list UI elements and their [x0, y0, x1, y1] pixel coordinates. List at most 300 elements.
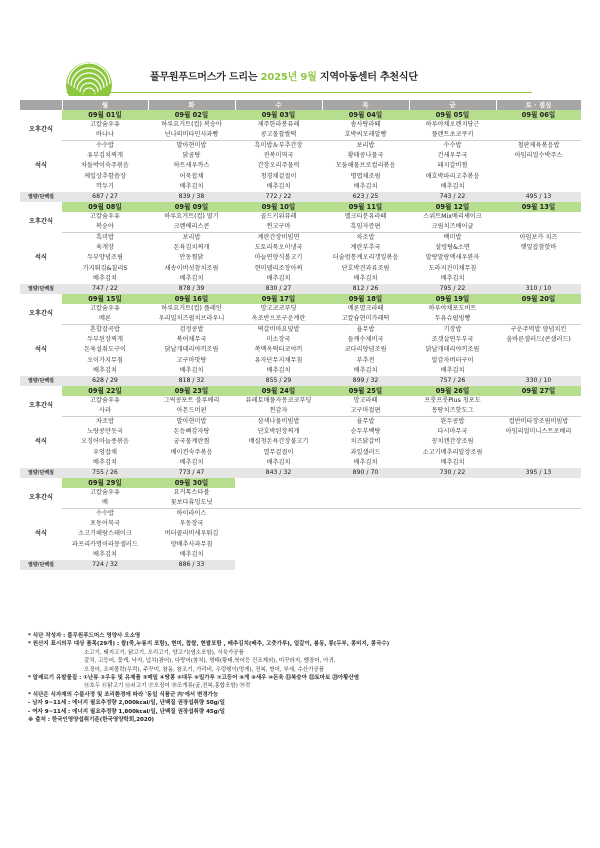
header-fri: 금: [409, 100, 496, 110]
dinner-item: 케일상추함씀장: [84, 172, 126, 180]
dinner-item: 꽁치캔간장조림: [431, 438, 474, 446]
dinner-item: 돈육김치찌개: [173, 244, 210, 252]
dinner-item: 계란간장비빔면: [257, 234, 300, 242]
date-cell: 09월 06일: [496, 110, 581, 120]
date-cell: 09월 29일: [62, 478, 148, 488]
date-cell: 09월 17일: [235, 294, 322, 304]
empty-cell: [235, 488, 322, 498]
snack-item: 복숭아: [62, 222, 148, 233]
dinner-item: 애호박파리고추볶음: [425, 172, 480, 180]
dinner-item: 차조밥: [96, 418, 114, 426]
snack-label: 오후간식: [29, 402, 53, 410]
empty-cell: [409, 550, 496, 560]
kcal-value: 773 / 47: [148, 468, 235, 478]
snack-item: 고칼슘우유: [90, 305, 120, 313]
dinner-row: [20, 172, 581, 182]
weekday-header: [20, 100, 581, 110]
empty-cell: [409, 540, 496, 550]
dinner-item: 배추김치: [93, 366, 117, 374]
dinner-item: 메실청돈육간장불고기: [248, 438, 309, 446]
kcal-value: 812 / 26: [322, 284, 409, 294]
dinner-item: 말랑말랑맥새우완자: [425, 254, 480, 262]
page-title: [150, 68, 418, 83]
dinner-row: [20, 529, 581, 539]
dinner-item: 과일샐러드: [350, 448, 381, 456]
snack-item: 하루야채오렌지당근: [425, 121, 480, 129]
empty-cell: [496, 540, 581, 550]
note-origin-meat: 소고기, 돼지고기, 닭고기, 오리고기, 양고기(염소포함), 식육가공품: [84, 649, 244, 656]
dinner-item: 배추김치: [179, 458, 204, 466]
snack-row: [20, 406, 581, 417]
date-cell: 09월 19일: [409, 294, 496, 304]
empty-cell: [322, 560, 409, 570]
dinner-item: 가지튀김&칠리S: [82, 264, 128, 272]
dinner-item: 수수밥: [96, 510, 114, 518]
snack-item: 넌나의비타민사과빵: [148, 130, 235, 141]
note-origin-fish2: 오징어, 조피볼락(우럭), 주꾸미, 참돔, 참조기, 가리비, 우렁쉥이(멍게), 전복, 방어, 부세, 수산가공품: [84, 666, 325, 673]
dinner-item: [496, 356, 581, 366]
snack-row: [20, 314, 581, 325]
dinner-item: 배추김치: [440, 182, 465, 190]
dinner-row: [20, 151, 581, 161]
empty-cell: [235, 498, 322, 509]
dinner-row: [20, 509, 581, 520]
dinner-row: [20, 253, 581, 263]
snack-item: 콩고물찹쌀떡: [235, 130, 322, 141]
snack-item: 퓨레토매플자몽코코푸딩: [245, 397, 312, 405]
kcal-value: 495 / 13: [496, 192, 581, 202]
snack-label: 오후간식: [29, 310, 53, 318]
snack-label: 오후간식: [29, 494, 53, 502]
dinner-row: [20, 437, 581, 447]
date-row-label: [20, 202, 62, 212]
dinner-item: [496, 437, 581, 447]
dinner-item: 배추김치: [266, 458, 291, 466]
kcal-value: 886 / 33: [148, 560, 235, 570]
dinner-item: 단호박된장찌개: [257, 428, 300, 436]
dinner-row: [20, 325, 581, 336]
snack-item: 망고코코푸딩: [260, 305, 297, 313]
dinner-item: 닭날개데리야끼조림: [164, 346, 219, 354]
dinner-item: 검정콩밥: [179, 326, 204, 334]
kcal-value: 878 / 39: [148, 284, 235, 294]
snack-item: 제주한라봉퓨레: [257, 121, 300, 129]
snack-item: 멜크티분유라떼: [344, 213, 387, 221]
dinner-item: 조갯살연두부국: [431, 336, 474, 344]
dinner-item: 열무겉절이: [263, 448, 294, 456]
dinner-row: [20, 243, 581, 253]
dinner-item: 베이컨숙주볶음: [170, 448, 213, 456]
snack-item: [496, 212, 581, 222]
empty-cell: [322, 529, 409, 539]
date-cell: 09월 13일: [496, 202, 581, 212]
date-cell: 09월 26일: [409, 386, 496, 396]
empty-cell: [235, 540, 322, 550]
dinner-item: 하트새우까스: [173, 162, 210, 170]
kcal-value: 755 / 26: [62, 468, 148, 478]
dinner-item: 배추김치: [179, 366, 204, 374]
kcal-value: 743 / 22: [409, 192, 496, 202]
dinner-item: 어묵잡채: [179, 172, 204, 180]
snack-item: [496, 396, 581, 406]
dinner-item: 흑미밥: [96, 234, 114, 242]
snack-item: 하루요거트(컵) 플레인: [161, 305, 222, 313]
kcal-label: 열량/단백질: [20, 284, 62, 294]
dinner-item: 배추김치: [440, 458, 465, 466]
dinner-row: [20, 274, 581, 284]
date-row-label: [20, 386, 62, 396]
empty-cell: [322, 519, 409, 529]
snack-item: [496, 120, 581, 130]
dinner-item: [496, 253, 581, 263]
dinner-row: [20, 550, 581, 560]
title-month: 2025년 9월: [260, 72, 317, 83]
snack-row: [20, 304, 581, 314]
dinner-item: 올바른샐러드(콘샐러드): [506, 336, 571, 344]
kcal-row: [20, 468, 581, 478]
snack-item: 스위트Mix베리셰이크: [423, 213, 482, 221]
date-cell: 09월 24일: [235, 386, 322, 396]
kcal-value: 830 / 27: [235, 284, 322, 294]
kcal-value: 747 / 22: [62, 284, 148, 294]
snack-row: [20, 488, 581, 498]
snack-item: 골드키위퓨레: [260, 213, 297, 221]
dinner-item: 설렁탕&소면: [435, 244, 470, 252]
dinner-item: 돈육설취도구이: [84, 346, 126, 354]
empty-cell: [322, 498, 409, 509]
date-cell: 09월 05일: [409, 110, 496, 120]
dinner-item: 알감자버터구이: [431, 356, 474, 364]
dinner-item: 양배추사과무침: [170, 540, 213, 548]
date-cell: 09월 15일: [62, 294, 148, 304]
dinner-item: 기장밥: [443, 326, 462, 334]
snack-item: 고구마절편: [322, 406, 409, 417]
title-prefix: 풀무원푸드머스가 드리는: [150, 72, 261, 83]
dinner-item: 소고기메추리알장조림: [422, 448, 483, 456]
kcal-value: 772 / 22: [235, 192, 322, 202]
dinner-item: 배추김치: [440, 366, 465, 374]
dinner-item: 단호박견과류조림: [341, 264, 390, 272]
empty-cell: [496, 498, 581, 509]
snack-row: [20, 120, 581, 130]
note-girls: - 여자 9~11세 : 에너지 필요추정량 1,800kcal/일, 단백질 권장섭취량 45g/일: [28, 708, 225, 715]
dinner-item: 떡갈비마요덮밥: [257, 326, 300, 334]
dinner-item: 다시마무국: [437, 428, 468, 436]
dinner-item: 배추김치: [93, 550, 117, 558]
note-source: ※ 출처 : 한국인영양섭취기준(한국영양학회,2020): [28, 717, 155, 724]
dinner-item: 차돌박이숙주볶음: [81, 162, 129, 170]
dinner-item: 햇잎잡참핫바: [520, 244, 557, 252]
dinner-item: 삼색나물비빔밥: [257, 418, 300, 426]
empty-cell: [496, 560, 581, 570]
dinner-row: [20, 182, 581, 192]
dinner-item: 철판제육볶음밥: [517, 142, 560, 150]
snack-item: 호박씨모래알빵: [322, 130, 409, 141]
kcal-value: 843 / 32: [235, 468, 322, 478]
snack-item: 하루요거트(컵) 딸기: [164, 213, 219, 221]
dinner-label: 석식: [35, 254, 47, 262]
dinner-item: [496, 345, 581, 355]
note-origin: * 원산지 표시의무 대상 품목(29개) : 쌀(죽,누룽지 포함), 현미, 찹쌀, 현쌀포함 , 배추김치(배추, 고춧가루), 얼갈이, 봄동, 콩(두부, 콩비지, 콩국수): [28, 641, 390, 648]
snack-item: 배: [62, 498, 148, 509]
empty-cell: [235, 509, 322, 520]
dinner-item: 코다리양념조림: [344, 346, 387, 354]
empty-cell: [409, 519, 496, 529]
dinner-item: 배추김치: [353, 182, 378, 190]
dinner-item: 율무밥: [356, 418, 375, 426]
snack-item: [496, 304, 581, 314]
dinner-item: 새송이버섯참치조림: [164, 264, 219, 272]
header-tue: 화: [148, 100, 235, 110]
date-cell-empty: [409, 478, 496, 488]
dinner-item: 닭날개데리야끼조림: [425, 346, 480, 354]
empty-cell: [235, 560, 322, 570]
kcal-value: 818 / 32: [148, 376, 235, 386]
header-mon: 월: [62, 100, 148, 110]
date-cell: 09월 18일: [322, 294, 409, 304]
date-cell: 09월 12일: [409, 202, 496, 212]
kcal-value: 623 / 25: [322, 192, 409, 202]
dinner-item: 유자단무지채무침: [254, 356, 303, 364]
dinner-item: 부추전: [356, 356, 375, 364]
snack-item: 솜사탕라떼: [350, 121, 381, 129]
dinner-row: [20, 427, 581, 437]
dinner-item: 깍두기: [96, 182, 114, 190]
dinner-item: 배추김치: [179, 550, 204, 558]
empty-cell: [496, 488, 581, 498]
dinner-item: 배추김치: [179, 274, 204, 282]
dinner-item: 배추김치: [353, 274, 378, 282]
snack-item: [496, 406, 581, 417]
date-row: [20, 110, 581, 120]
header-wed: 수: [235, 100, 322, 110]
kcal-label: 열량/단백질: [20, 468, 62, 478]
dinner-item: 전복미역국: [263, 152, 294, 160]
dinner-item: 배추김치: [353, 458, 378, 466]
dinner-item: 간장오리주물럭: [257, 162, 300, 170]
empty-cell: [409, 488, 496, 498]
dinner-item: [496, 264, 581, 274]
empty-cell: [322, 488, 409, 498]
snack-item: 바나나: [62, 130, 148, 141]
snack-row: [20, 396, 581, 406]
date-cell: 09월 16일: [148, 294, 235, 304]
dinner-row: [20, 458, 581, 468]
snack-row: [20, 498, 581, 509]
dinner-item: 보리밥: [182, 234, 201, 242]
kcal-label: 열량/단백질: [20, 192, 62, 202]
snack-item: [496, 130, 581, 141]
dinner-item: 구운주먹밥 양념치킨: [510, 326, 567, 334]
dinner-item: 더술럼통계오리갱잎볶음: [332, 254, 399, 262]
date-cell-empty: [322, 478, 409, 488]
dinner-item: 발아현미밥: [176, 142, 207, 150]
dinner-item: 백미밥: [443, 234, 462, 242]
snack-item: 꽃보다휴밍도넛: [148, 498, 235, 509]
dinner-item: [496, 182, 581, 192]
dinner-item: 도라지진미채무침: [428, 264, 477, 272]
note-change: * 식단은 식자재의 수불사정 및 조리환경에 따라 '동일 식품군 內'에서 변경가능: [28, 691, 219, 698]
dinner-item: 보리밥: [356, 142, 375, 150]
dinner-item: 발아현미밥: [176, 418, 207, 426]
dinner-item: [496, 366, 581, 376]
dinner-item: 하이라이스: [176, 510, 207, 518]
dinner-item: 우엉잡채: [93, 448, 117, 456]
kcal-label: 열량/단백질: [20, 376, 62, 386]
dinner-item: 혼합잡곡밥: [90, 326, 120, 334]
kcal-row: [20, 284, 581, 294]
date-cell: 09월 04일: [322, 110, 409, 120]
notes: [28, 632, 588, 724]
dinner-item: 우동장국: [179, 520, 204, 528]
dinner-row: [20, 345, 581, 355]
note-author: * 식단 작성자 : 풀무원푸드머스 영양사 오소영: [28, 633, 141, 639]
dinner-item: [496, 448, 581, 458]
dinner-item: 오이가지무침: [87, 356, 123, 364]
date-cell: 09월 22일: [62, 386, 148, 396]
empty-cell: [322, 509, 409, 520]
snack-item: 고칼슘우유: [90, 397, 120, 405]
snack-item: 몽땅치즈핫도그: [409, 406, 496, 417]
snack-item: 플랜트초코쿠키: [409, 130, 496, 141]
dinner-item: 모둠해물브로컬리볶음: [335, 162, 396, 170]
dinner-item: [496, 274, 581, 284]
snack-item: 사과: [62, 406, 148, 417]
kcal-value: 890 / 70: [322, 468, 409, 478]
empty-cell: [496, 529, 581, 539]
dinner-item: 오징어마늘종볶음: [81, 438, 129, 446]
date-cell: 09월 11일: [322, 202, 409, 212]
kcal-label: 열량/단백질: [20, 560, 62, 570]
date-cell: 09월 08일: [62, 202, 148, 212]
dinner-item: 배추김치: [266, 274, 291, 282]
dinner-row: [20, 356, 581, 366]
dinner-row: [20, 519, 581, 529]
date-cell-empty: [496, 478, 581, 488]
empty-cell: [496, 519, 581, 529]
snack-item: 프룻프룻Plus 청포도: [424, 397, 481, 405]
date-row-label: [20, 478, 62, 488]
dinner-item: 명엽채조림: [350, 172, 381, 180]
dinner-item: 닭곰탕: [182, 152, 201, 160]
dinner-item: 두부된장찌개: [87, 336, 123, 344]
dinner-item: 흑미밥＆부추간장: [254, 142, 303, 150]
empty-cell: [496, 550, 581, 560]
dinner-item: 도토리묵오이냉국: [254, 244, 303, 252]
empty-cell: [235, 550, 322, 560]
snack-item: 메론: [62, 314, 148, 325]
snack-item: 찐고구마: [235, 222, 322, 233]
dinner-row: [20, 141, 581, 152]
date-cell: 09월 23일: [148, 386, 235, 396]
dinner-item: 배추김치: [266, 182, 291, 190]
dinner-item: 쏙맥옥떡티코야끼: [254, 346, 303, 354]
empty-cell: [496, 509, 581, 520]
note-allergy-2: ⑭호두 ⑮닭고기 ⑯쇠고기 ⑰오징어 ⑱조개류(굴,전복,홍합포함) ⑲잣: [84, 683, 251, 690]
dinner-item: 율무밥: [356, 326, 375, 334]
empty-cell: [409, 509, 496, 520]
dinner-item: 배추김치: [93, 274, 117, 282]
dinner-item: 배추김치: [93, 458, 117, 466]
date-row: [20, 386, 581, 396]
kcal-row: [20, 560, 581, 570]
kcal-value: 795 / 22: [409, 284, 496, 294]
snack-item: 요거톡스타볼: [173, 489, 210, 497]
kcal-value: 855 / 29: [235, 376, 322, 386]
kcal-value: 757 / 26: [409, 376, 496, 386]
snack-item: 고칼슘우유: [90, 121, 120, 129]
snack-item: 크렌베리스콘: [148, 222, 235, 233]
empty-cell: [322, 550, 409, 560]
snack-item: [496, 314, 581, 325]
dinner-item: 배추김치: [440, 274, 465, 282]
snack-row: [20, 212, 581, 222]
dinner-item: 완두콩밥: [440, 418, 465, 426]
title-divider: [66, 92, 532, 93]
dinner-item: 북어채무국: [176, 336, 207, 344]
header-blank: [20, 100, 62, 110]
dinner-item: 배추김치: [353, 366, 378, 374]
dinner-row: [20, 540, 581, 550]
dinner-item: 버터콜리비새우튀김: [164, 530, 219, 538]
empty-cell: [409, 529, 496, 539]
dinner-row: [20, 366, 581, 376]
dinner-item: 아임리얼수박주스: [514, 152, 563, 160]
empty-cell: [409, 498, 496, 509]
date-row: [20, 202, 581, 212]
snack-item: 아몬드머핀: [148, 406, 235, 417]
dinner-item: 들깨수제비국: [347, 336, 384, 344]
snack-label: 오후간식: [29, 126, 53, 134]
kcal-row: [20, 376, 581, 386]
snack-item: [496, 222, 581, 233]
dinner-item: [496, 172, 581, 182]
snack-item: 메론멸크라떼: [347, 305, 384, 313]
snack-row: [20, 222, 581, 233]
dinner-row: [20, 448, 581, 458]
dinner-item: 청경채겉절이: [260, 172, 297, 180]
date-cell: 09월 02일: [148, 110, 235, 120]
dinner-item: 계란부추국: [350, 244, 381, 252]
dinner-item: 현미델리조장아찌: [254, 264, 303, 272]
date-cell-empty: [235, 478, 322, 488]
dinner-row: [20, 264, 581, 274]
dinner-row: [20, 233, 581, 244]
dinner-item: 배추김치: [266, 366, 291, 374]
date-cell: 09월 25일: [322, 386, 409, 396]
date-cell: 09월 10일: [235, 202, 322, 212]
header-thu: 목: [322, 100, 409, 110]
dinner-item: 포동어묵국: [90, 520, 120, 528]
dinner-row: [20, 335, 581, 345]
dinner-label: 석식: [35, 438, 47, 446]
title-suffix: 지역아동센터 추천식단: [316, 72, 418, 83]
date-row-label: [20, 110, 62, 120]
dinner-item: 돈등뼈감자탕: [173, 428, 210, 436]
snack-item: 크림치즈베이글: [409, 222, 496, 233]
dinner-item: 차조밥: [356, 234, 375, 242]
date-cell: 09월 27일: [496, 386, 581, 396]
menu-table: [20, 100, 582, 570]
kcal-value: 724 / 32: [62, 560, 148, 570]
dinner-item: 아임리얼미니스트로베리: [505, 428, 572, 436]
snack-item: 옥조반으로구운계란: [235, 314, 322, 325]
snack-item: 흑임자증편: [322, 222, 409, 233]
snack-item: 하루요거트(컵) 복숭아: [161, 121, 222, 129]
date-row-label: [20, 294, 62, 304]
dinner-item: 돼지갈비찜: [437, 162, 468, 170]
snack-item: 우리밀치즈펄치브라우니: [148, 314, 235, 325]
